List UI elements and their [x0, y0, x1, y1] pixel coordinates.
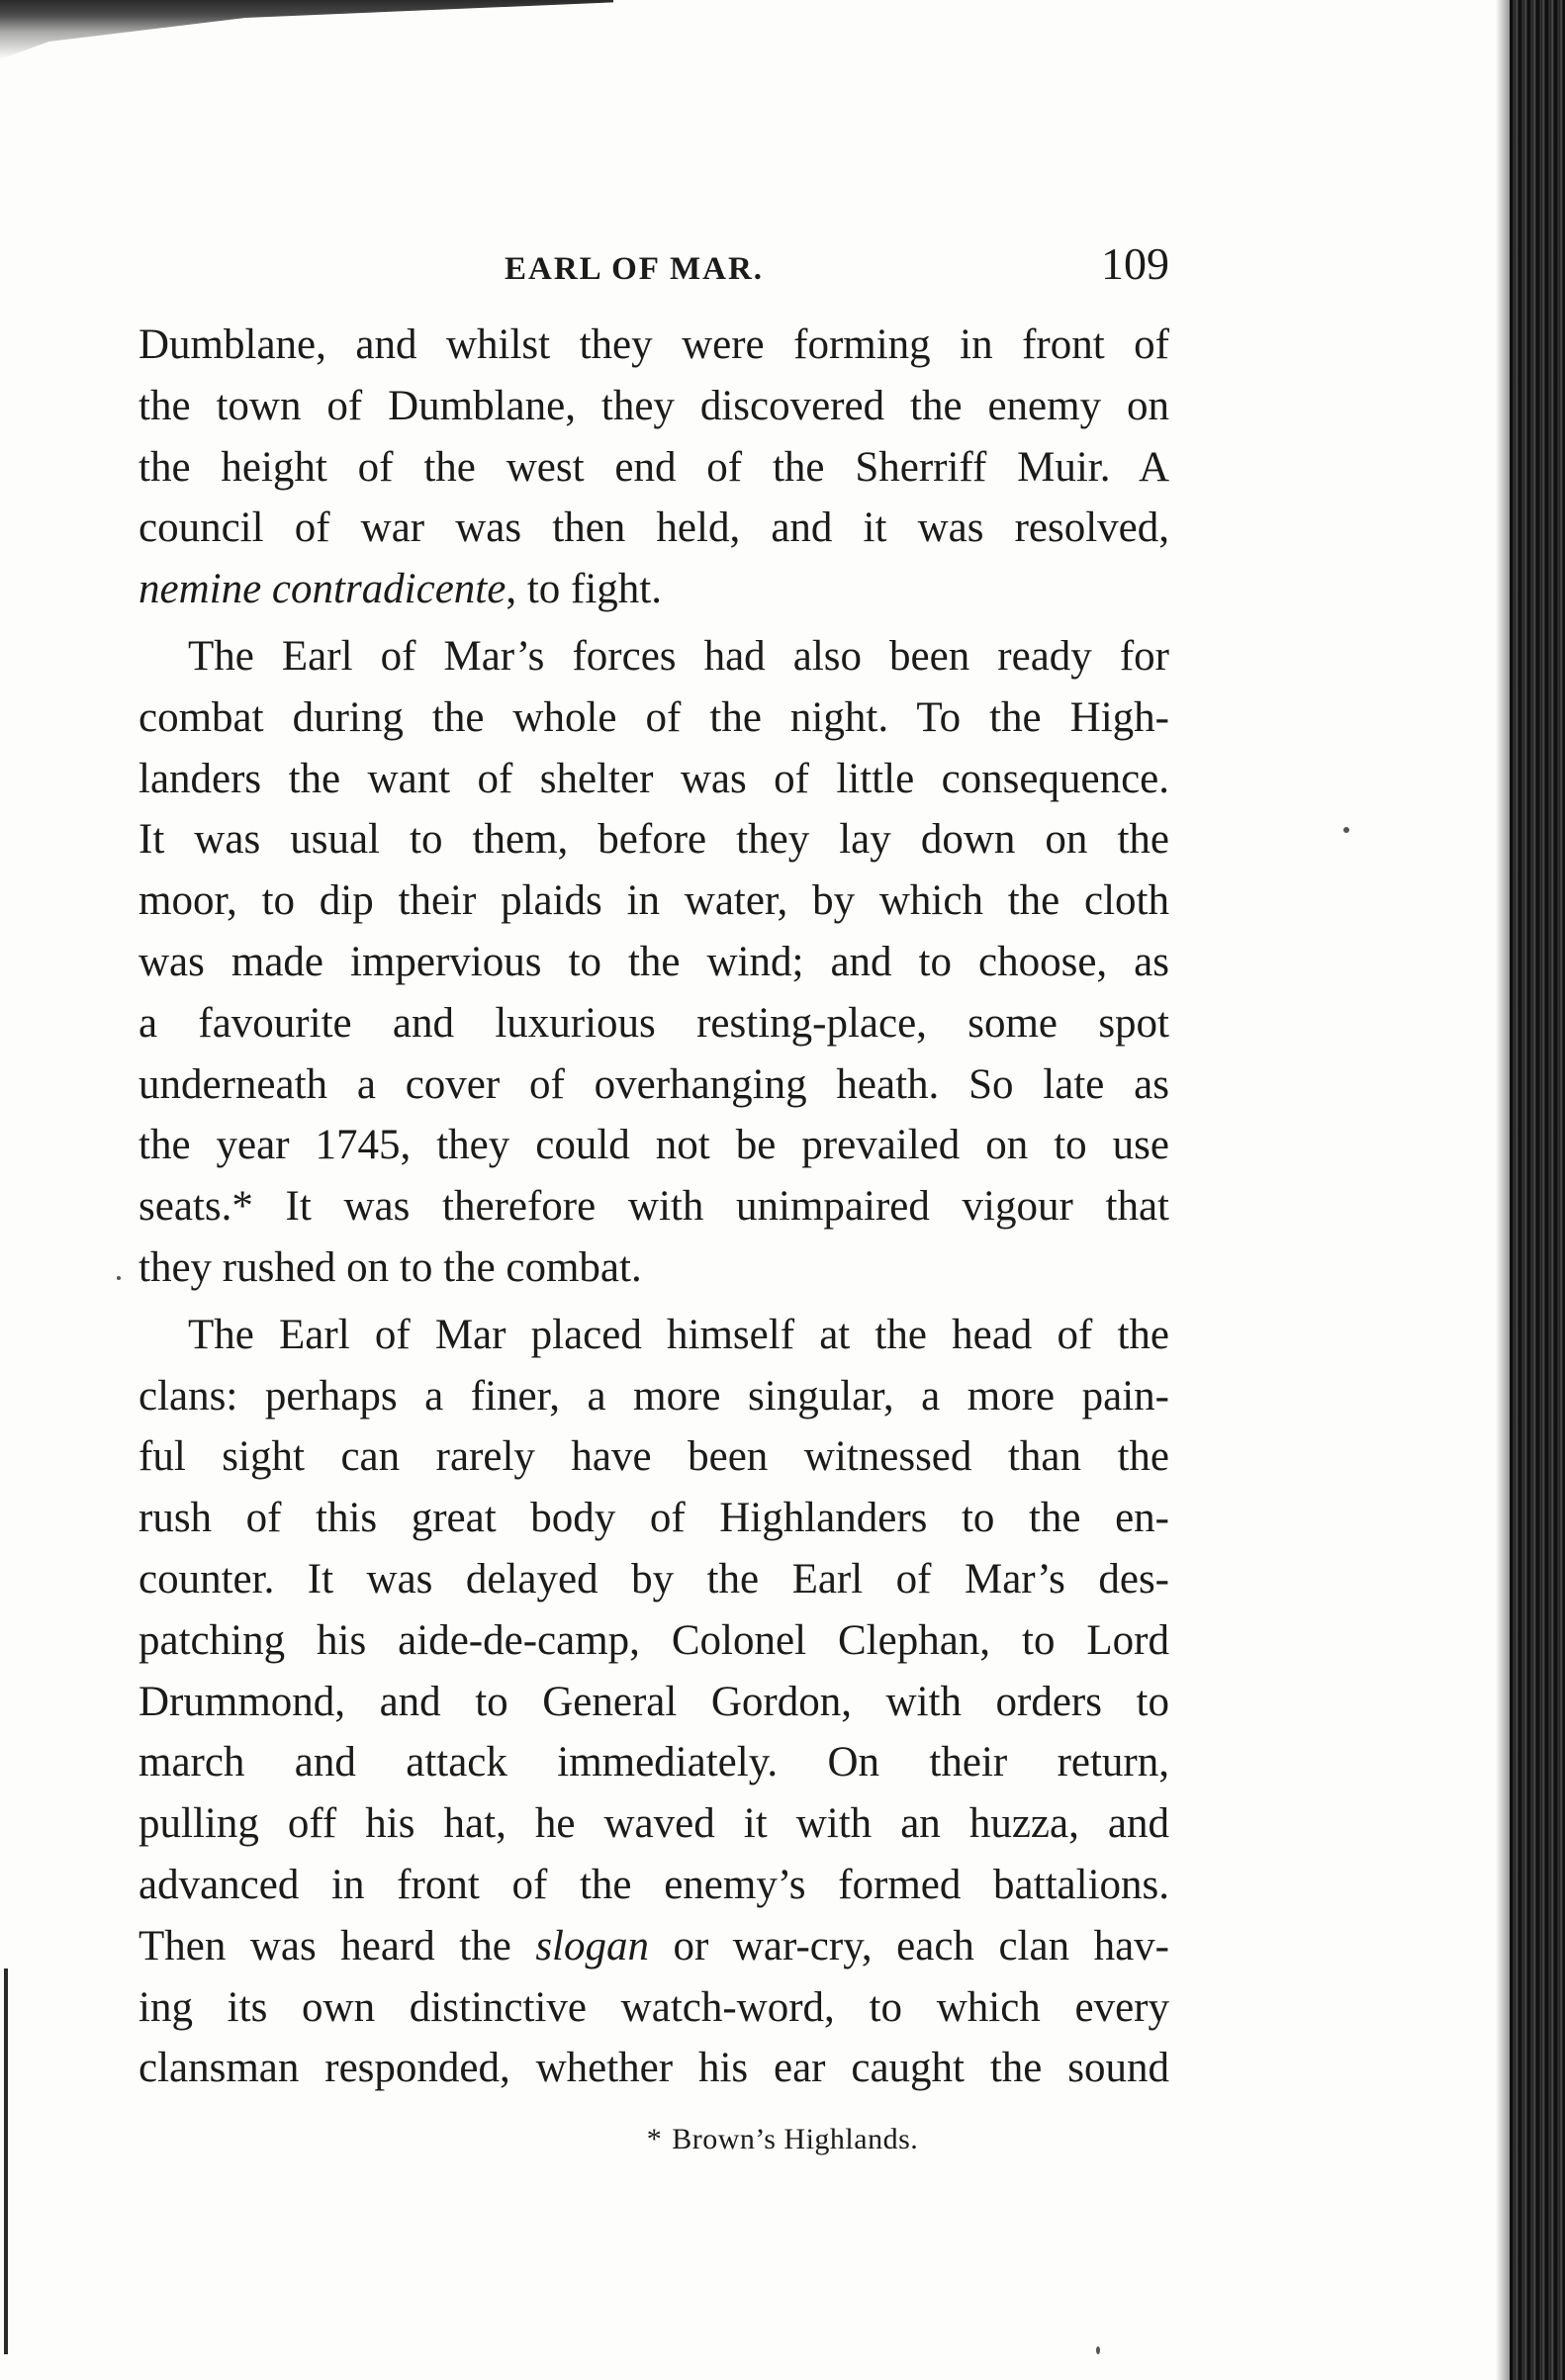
- text-fragment: , to fight.: [506, 566, 663, 613]
- text-line: combat during the whole of the night. To the High-: [138, 693, 1169, 741]
- text-line: the town of Dumblane, they discovered the enemy on: [138, 382, 1169, 429]
- page-number: 109: [1101, 238, 1169, 289]
- footnote: [0, 2123, 1565, 2156]
- text-line: The Earl of Mar’s forces had also been ready for: [188, 632, 1169, 680]
- body-text: [138, 315, 1169, 2099]
- text-line: council of war was then held, and it was resolved,: [138, 504, 1169, 552]
- footnote-text: Brown’s Highlands.: [672, 2123, 919, 2155]
- text-line: counter. It was delayed by the Earl of Mar’s des-: [138, 1555, 1169, 1602]
- scan-speck: [117, 1276, 121, 1280]
- text-line: The Earl of Mar placed himself at the head of the: [188, 1311, 1169, 1358]
- text-line: pulling off his hat, he waved it with an huzza, and: [138, 1800, 1169, 1848]
- text-line: clansman responded, whether his ear caught the sound: [138, 2045, 1169, 2092]
- text-line: patching his aide-de-camp, Colonel Clephan, to Lord: [138, 1616, 1169, 1664]
- text-line: rush of this great body of Highlanders to the en-: [138, 1495, 1169, 1542]
- text-line: march and attack immediately. On their return,: [138, 1739, 1169, 1786]
- text-fragment: Then was heard the: [138, 1922, 536, 1969]
- text-line: the height of the west end of the Sherriff Muir. A: [138, 443, 1169, 491]
- text-line: clans: perhaps a finer, a more singular, a more pain-: [138, 1372, 1169, 1419]
- text-line: advanced in front of the enemy’s formed battalions.: [138, 1861, 1169, 1908]
- text-line: It was usual to them, before they lay down on the: [138, 816, 1169, 864]
- text-line: ing its own distinctive watch-word, to which every: [138, 1983, 1169, 2031]
- text-line: Dumblane, and whilst they were forming in front of: [138, 321, 1169, 368]
- text-line: seats.* It was therefore with unimpaired vigour that: [138, 1183, 1169, 1231]
- scan-shadow-top: [0, 0, 613, 59]
- footnote-mark: *: [646, 2123, 663, 2155]
- text-fragment: or war-cry, each clan hav-: [649, 1922, 1169, 1969]
- scan-binding-edge: [1510, 0, 1565, 2380]
- scan-mark-left: [4, 1968, 8, 2354]
- page-header: [138, 237, 1169, 297]
- text-line: moor, to dip their plaids in water, by which the cloth: [138, 877, 1169, 925]
- text-line: landers the want of shelter was of little consequence.: [138, 755, 1169, 802]
- text-line: they rushed on to the combat.: [138, 1243, 642, 1291]
- scan-speck: [1096, 2346, 1100, 2354]
- text-line: [138, 1916, 1169, 1977]
- latin-phrase: nemine contradicente: [138, 566, 506, 613]
- text-line: a favourite and luxurious resting-place, some spot: [138, 999, 1169, 1047]
- text-line: underneath a cover of overhanging heath. So late as: [138, 1060, 1169, 1108]
- slogan-word: slogan: [535, 1922, 650, 1969]
- text-line: Drummond, and to General Gordon, with orders to: [138, 1678, 1169, 1725]
- text-line: [138, 559, 1169, 620]
- text-line: ful sight can rarely have been witnessed than the: [138, 1433, 1169, 1481]
- text-line: was made impervious to the wind; and to choose, as: [138, 938, 1169, 985]
- text-line: the year 1745, they could not be prevailed on to use: [138, 1122, 1169, 1169]
- scan-speck: [1343, 827, 1349, 833]
- running-head: EARL OF MAR.: [505, 251, 765, 287]
